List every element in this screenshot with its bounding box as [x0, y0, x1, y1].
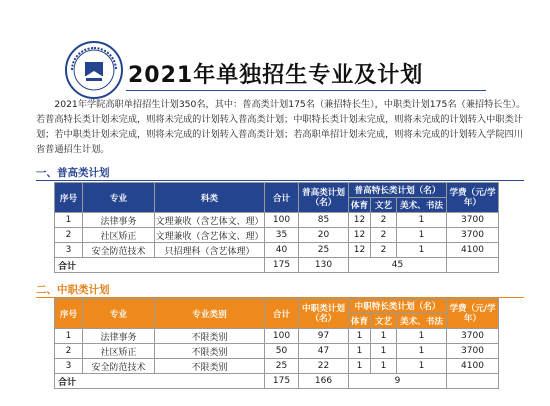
header-special: 中职特长类计划（名） — [349, 299, 447, 314]
header-plan: 普高类计划（名） — [299, 183, 349, 213]
cell-fee: 3700 — [447, 344, 499, 359]
cell-plan: 85 — [299, 213, 349, 228]
cell-no: 1 — [55, 213, 83, 228]
header-sports: 体育 — [349, 198, 371, 213]
table-row — [55, 344, 499, 359]
cell-plan: 97 — [299, 329, 349, 344]
table-row — [55, 228, 499, 243]
cell-arts: 1 — [397, 243, 447, 258]
cell-no: 3 — [55, 243, 83, 258]
table-row — [55, 359, 499, 374]
header-literature: 文艺 — [371, 198, 397, 213]
cell-no: 2 — [55, 344, 83, 359]
cell-literature: 2 — [371, 243, 397, 258]
table-row — [55, 243, 499, 258]
header-arts: 美术、书法 — [397, 198, 447, 213]
header-category: 科类 — [155, 183, 265, 213]
total-row — [55, 374, 499, 389]
total-fee-empty — [447, 374, 499, 389]
table-row — [55, 329, 499, 344]
vocational-plan-table — [54, 298, 499, 389]
cell-total: 35 — [265, 228, 299, 243]
cell-category: 文理兼收（含艺体文、理） — [155, 228, 265, 243]
college-seal-logo — [64, 40, 124, 100]
cell-fee: 3700 — [447, 329, 499, 344]
total-row — [55, 258, 499, 273]
cell-arts: 1 — [397, 359, 447, 374]
cell-plan: 22 — [299, 359, 349, 374]
cell-literature: 1 — [371, 359, 397, 374]
cell-fee: 3700 — [447, 228, 499, 243]
cell-total: 25 — [265, 359, 299, 374]
cell-sports: 12 — [349, 228, 371, 243]
header-sports: 体育 — [349, 314, 371, 329]
page-title: 2021年单独招生专业及计划 — [128, 63, 424, 88]
cell-no: 3 — [55, 359, 83, 374]
header-no: 序号 — [55, 299, 83, 329]
cell-major: 社区矫正 — [83, 344, 155, 359]
cell-total: 50 — [265, 344, 299, 359]
cell-category: 只招理科（含艺体理） — [155, 243, 265, 258]
header-fee: 学费（元/学年） — [447, 299, 499, 329]
header-arts: 美术、书法 — [397, 314, 447, 329]
cell-category: 文理兼收（含艺体文、理） — [155, 213, 265, 228]
header-no: 序号 — [55, 183, 83, 213]
cell-no: 2 — [55, 228, 83, 243]
cell-category: 不限类别 — [155, 344, 265, 359]
total-count: 175 — [265, 374, 299, 389]
cell-literature: 1 — [371, 344, 397, 359]
cell-arts: 1 — [397, 213, 447, 228]
cell-major: 社区矫正 — [83, 228, 155, 243]
total-label: 合计 — [55, 374, 265, 389]
total-special: 45 — [349, 258, 447, 273]
cell-plan: 25 — [299, 243, 349, 258]
total-fee-empty — [447, 258, 499, 273]
cell-sports: 1 — [349, 344, 371, 359]
cell-plan: 47 — [299, 344, 349, 359]
cell-category: 不限类别 — [155, 359, 265, 374]
cell-fee: 4100 — [447, 359, 499, 374]
total-special: 9 — [349, 374, 447, 389]
cell-total: 40 — [265, 243, 299, 258]
total-count: 175 — [265, 258, 299, 273]
cell-total: 100 — [265, 329, 299, 344]
header-fee: 学费（元/学年） — [447, 183, 499, 213]
cell-total: 100 — [265, 213, 299, 228]
intro-paragraph — [36, 97, 526, 157]
cell-sports: 12 — [349, 213, 371, 228]
header-special: 普高特长类计划（名） — [349, 183, 447, 198]
cell-major: 安全防范技术 — [83, 359, 155, 374]
table-row — [55, 213, 499, 228]
cell-literature: 2 — [371, 228, 397, 243]
header-category: 专业类别 — [155, 299, 265, 329]
cell-literature: 1 — [371, 329, 397, 344]
general-plan-table — [54, 182, 499, 273]
total-plan: 166 — [299, 374, 349, 389]
cell-fee: 3700 — [447, 213, 499, 228]
cell-plan: 20 — [299, 228, 349, 243]
cell-major: 法律事务 — [83, 329, 155, 344]
section-divider — [36, 180, 524, 181]
header-total: 合计 — [265, 299, 299, 329]
cell-sports: 12 — [349, 243, 371, 258]
cell-no: 1 — [55, 329, 83, 344]
cell-arts: 1 — [397, 228, 447, 243]
cell-arts: 1 — [397, 344, 447, 359]
cell-arts: 1 — [397, 329, 447, 344]
header-major: 专业 — [83, 299, 155, 329]
cell-fee: 4100 — [447, 243, 499, 258]
header-plan: 中职类计划（名） — [299, 299, 349, 329]
cell-category: 不限类别 — [155, 329, 265, 344]
intro-text: 2021年学院高职单招招生计划350名，其中：普高类计划175名（兼招特长生），中职类计划175名（兼招特长生）。若普高特长类计划未完成，则将未完成的计划转入普高类计划；中职特长类计划未完成，则将未完成的计划转入中职类计划；若中职类计划未完成，则将未完成的计划转入普高类计划；若高职单招计划未完成，则将未完成的计划转入学院四川省普通招生计划。 — [36, 99, 526, 155]
cell-sports: 1 — [349, 359, 371, 374]
section-heading-general: 一、普高类计划 — [36, 167, 110, 179]
cell-major: 安全防范技术 — [83, 243, 155, 258]
header-major: 专业 — [83, 183, 155, 213]
cell-sports: 1 — [349, 329, 371, 344]
cell-literature: 2 — [371, 213, 397, 228]
title-divider — [126, 90, 486, 91]
total-plan: 130 — [299, 258, 349, 273]
header-literature: 文艺 — [371, 314, 397, 329]
total-label: 合计 — [55, 258, 265, 273]
cell-major: 法律事务 — [83, 213, 155, 228]
section-heading-vocational: 二、中职类计划 — [36, 284, 110, 296]
header-total: 合计 — [265, 183, 299, 213]
